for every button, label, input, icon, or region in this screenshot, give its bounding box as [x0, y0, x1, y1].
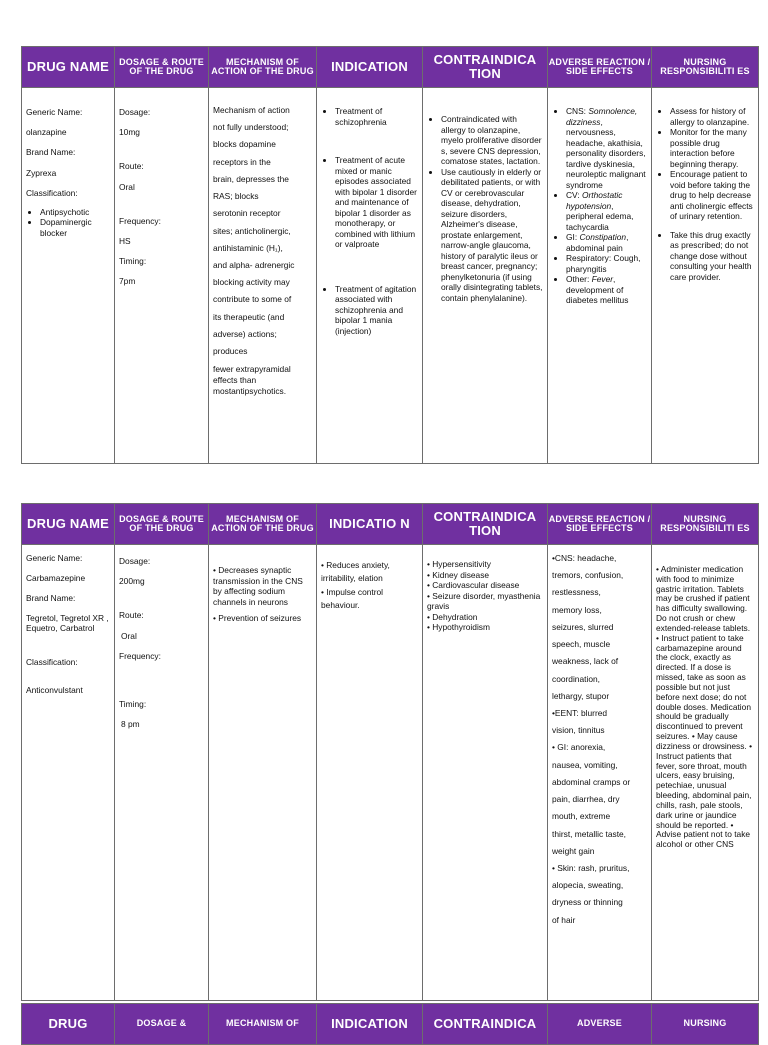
mechanism-line: adverse) actions;: [213, 328, 277, 339]
adverse-rest: Cough, pharyngitis: [566, 253, 641, 274]
generic-label: Generic Name:: [26, 107, 83, 117]
adverse-line: nausea, vomiting,: [552, 759, 618, 770]
adverse-heading: Respiratory:: [566, 253, 614, 263]
adverse-line: alopecia, sweating,: [552, 880, 624, 891]
classification-value: Anticonvulstant: [26, 684, 83, 695]
adverse-line: pain, diarrhea, dry: [552, 794, 620, 805]
adverse-italic: Somnolence, dizziness: [566, 106, 638, 127]
adverse-line: lethargy, stupor: [552, 690, 610, 701]
dosage-value: 10mg: [119, 127, 140, 138]
adverse-line: •EENT: blurred: [552, 707, 608, 718]
adverse-line: tremors, confusion,: [552, 570, 624, 581]
frequency-label: Frequency:: [119, 215, 161, 226]
timing-label: Timing:: [119, 256, 147, 267]
adverse-line: coordination,: [552, 673, 600, 684]
contraindication-list: [427, 114, 543, 303]
adverse-line: mouth, extreme: [552, 811, 611, 822]
mechanism-line: blocks dopamine: [213, 139, 276, 150]
adverse-line: • GI: anorexia,: [552, 742, 606, 753]
generic-name: Carbamazepine: [26, 573, 86, 584]
table-row: [22, 88, 759, 464]
adverse-heading: CV:: [566, 190, 582, 200]
generic-name: olanzapine: [26, 127, 67, 138]
brand-name: Tegretol, Tegretol XR , Equetro, Carbatrol: [26, 612, 109, 634]
mechanism-line: its therapeutic (and: [213, 311, 285, 322]
adverse-item: [566, 232, 647, 253]
adverse-heading: Other:: [566, 274, 592, 284]
brand-label: Brand Name:: [26, 593, 76, 604]
table-header-row: [22, 47, 759, 88]
header-drug-name: DRUG NAME: [22, 504, 115, 545]
brand-label: Brand Name:: [26, 147, 76, 158]
adverse-line: vision, tinnitus: [552, 725, 605, 736]
adverse-line: speech, muscle: [552, 639, 611, 650]
dosage-label: Dosage:: [119, 107, 151, 117]
adverse-line: of hair: [552, 914, 576, 925]
mechanism-line: contribute to some of: [213, 294, 292, 305]
dosage-cell: [115, 88, 209, 464]
adverse-line: •CNS: headache,: [552, 553, 617, 563]
adverse-rest: , peripheral edema, tachycardia: [566, 200, 634, 232]
timing-label: Timing:: [119, 698, 147, 709]
adverse-line: thirst, metallic taste,: [552, 828, 627, 839]
generic-label: Generic Name:: [26, 553, 83, 563]
list-item: • Treatment of agitation associated with schizophrenia and bipolar 1 mania (injection): [335, 284, 418, 337]
header-dosage: DOSAGE & ROUTE OF THE DRUG: [115, 47, 209, 88]
nursing-cell: [652, 88, 759, 464]
mechanism-line: brain, depresses the: [213, 173, 289, 184]
adverse-line: memory loss,: [552, 604, 602, 615]
header-mechanism: MECHANISM OF: [209, 1004, 317, 1045]
contraindication-item: • Hypersensitivity: [427, 559, 491, 569]
dosage-value: 200mg: [119, 576, 145, 587]
header-dosage: DOSAGE &: [115, 1004, 209, 1045]
contraindication-item: • Hypothyroidism: [427, 622, 490, 632]
dosage-label: Dosage:: [119, 556, 151, 566]
nursing-list: [656, 106, 754, 282]
table-header-row: [22, 504, 759, 545]
header-indication: INDICATIO N: [317, 504, 423, 545]
table-header-row: [22, 1004, 759, 1045]
adverse-item: [566, 106, 647, 190]
drug-name-cell: [22, 88, 115, 464]
header-nursing: NURSING RESPONSIBILITI ES: [652, 504, 759, 545]
mechanism-cell: [209, 88, 317, 464]
mechanism-item: • Prevention of seizures: [213, 613, 302, 623]
drug-table-carbamazepine: [21, 503, 759, 1001]
mechanism-line: antihistaminic (H₁),: [213, 242, 283, 253]
contraindication-cell: [423, 88, 548, 464]
indication-item: • Reduces anxiety, irritability, elation: [321, 560, 390, 584]
mechanism-line: blocking activity may: [213, 277, 290, 288]
list-item: • Encourage patient to void before taking the drug to help decrease anti cholinergic effects of urinary retention.: [670, 169, 754, 222]
mechanism-tail: fewer extrapyramidal effects than mostantipsychotics.: [213, 364, 291, 397]
adverse-line: seizures, slurred: [552, 621, 614, 632]
mechanism-line: not fully understood;: [213, 122, 289, 133]
list-item: • Monitor for the many possible drug interaction before beginning therapy.: [670, 127, 754, 169]
adverse-line: weakness, lack of: [552, 656, 619, 667]
header-mechanism: MECHANISM OF ACTION OF THE DRUG: [209, 47, 317, 88]
adverse-line: dryness or thinning: [552, 897, 623, 908]
mechanism-line: sites; anticholinergic,: [213, 225, 291, 236]
mechanism-line: receptors in the: [213, 156, 271, 167]
adverse-item: [566, 253, 647, 274]
header-dosage: DOSAGE & ROUTE OF THE DRUG: [115, 504, 209, 545]
route-value: Oral: [121, 630, 137, 641]
contraindication-item: • Dehydration: [427, 611, 478, 622]
adverse-line: restlessness,: [552, 587, 601, 598]
list-item: • Treatment of schizophrenia: [335, 106, 418, 127]
contraindication-item: • Cardiovascular disease: [427, 580, 520, 590]
adverse-italic: Constipation: [579, 232, 627, 242]
header-contraindication: CONTRAINDICA: [423, 1004, 548, 1045]
adverse-italic: Orthostatic hypotension: [566, 190, 623, 211]
classification-label: Classification:: [26, 187, 78, 198]
adverse-rest: , abdominal pain: [566, 232, 629, 253]
list-item: • Dopaminergic blocker: [40, 217, 110, 238]
list-item: • Antipsychotic: [40, 207, 110, 218]
frequency-value: HS: [119, 235, 131, 246]
header-indication: INDICATION: [317, 1004, 423, 1045]
adverse-heading: CNS:: [566, 106, 589, 116]
indication-list: [321, 106, 418, 336]
header-nursing: NURSING RESPONSIBILITI ES: [652, 47, 759, 88]
indication-cell: [317, 545, 423, 1001]
adverse-line: abdominal cramps or: [552, 776, 631, 787]
mechanism-line: and alpha- adrenergic: [213, 259, 295, 270]
route-label: Route:: [119, 161, 144, 172]
mechanism-cell: [209, 545, 317, 1001]
frequency-label: Frequency:: [119, 650, 161, 661]
contraindication-item: • Kidney disease: [427, 569, 490, 580]
mechanism-item: • Decreases synaptic transmission in the CNS by affecting sodium channels in neurons: [213, 565, 303, 607]
classification-label: Classification:: [26, 656, 78, 667]
classification-list: [26, 207, 110, 239]
nursing-text: • Administer medication with food to minimize gastric irritation. Tablets may be crushed if patient has difficulty swallowing. Do not crush or chew extended-release tablets. • Instruct patient to take carbamazepine around the clock, exactly as directed. If a dose is missed, take as soon as possible but not just before next dose; do not double doses. Medication should be gradually discontinued to prevent seizures. • May cause dizziness or drowsiness. • Instruct patients that fever, sore throat, mouth ulcers, easy bruising, petechiae, unusual bleeding, abdominal pain, chills, rash, pale stools, dark urine or jaundice should be reported. • Advise patient not to take alcohol or other CNS: [656, 564, 753, 850]
mechanism-line: RAS; blocks: [213, 191, 259, 202]
header-drug-name: DRUG: [22, 1004, 115, 1045]
list-item: • Contraindicated with allergy to olanzapine, myelo proliferative disorder s, severe CNS depression, comatose states, lactation.: [441, 114, 543, 167]
header-indication: INDICATION: [317, 47, 423, 88]
contraindication-cell: [423, 545, 548, 1001]
timing-value: 8 pm: [121, 719, 140, 730]
indication-item: • Impulse control behaviour.: [321, 586, 384, 611]
header-drug-name: DRUG NAME: [22, 47, 115, 88]
adverse-line: • Skin: rash, pruritus,: [552, 862, 630, 873]
adverse-heading: GI:: [566, 232, 580, 242]
adverse-list: [552, 106, 647, 306]
route-value: Oral: [119, 181, 135, 192]
list-item: • Take this drug exactly as prescribed; do not change dose without consulting your health care provider.: [670, 230, 754, 283]
header-adverse: ADVERSE REACTION / SIDE EFFECTS: [548, 47, 652, 88]
list-item: • Use cautiously in elderly or debilitated patients, or with CV or cerebrovascular disease, dehydration, seizure disorders, Alzheimer's disease, prostate enlargement, narrow-angle glaucoma, history of paralytic ileus or breast cancer, pregnancy; phenylketonuria (if using orally disintegrating tablets, contain phenylalanine).: [441, 167, 543, 304]
contraindication-item: • Seizure disorder, myasthenia gravis: [427, 590, 541, 611]
dosage-cell: [115, 545, 209, 1001]
header-adverse: ADVERSE REACTION / SIDE EFFECTS: [548, 504, 652, 545]
mechanism-line: produces: [213, 346, 248, 357]
drug-table-next: [21, 1003, 759, 1045]
route-label: Route:: [119, 610, 144, 621]
list-item: • Treatment of acute mixed or manic episodes associated with bipolar 1 disorder and maintenance of bipolar 1 disorder as monotherapy, or combined with lithium or valproate: [335, 155, 418, 250]
adverse-cell: [548, 88, 652, 464]
header-contraindication: CONTRAINDICA TION: [423, 47, 548, 88]
header-adverse: ADVERSE: [548, 1004, 652, 1045]
adverse-rest: , development of diabetes mellitus: [566, 274, 629, 305]
indication-cell: [317, 88, 423, 464]
timing-value: 7pm: [119, 276, 136, 287]
list-item: • Assess for history of allergy to olanzapine.: [670, 106, 754, 127]
mechanism-line: Mechanism of action: [213, 105, 290, 115]
brand-name: Zyprexa: [26, 167, 57, 178]
nursing-cell: [652, 545, 759, 1001]
adverse-rest: , nervousness, headache, akathisia, personality disorders, tardive dyskinesia, neuroleptic malignant syndrome: [566, 116, 646, 190]
table-row: [22, 545, 759, 1001]
adverse-item: [566, 274, 647, 306]
adverse-cell: [548, 545, 652, 1001]
header-mechanism: MECHANISM OF ACTION OF THE DRUG: [209, 504, 317, 545]
drug-name-cell: [22, 545, 115, 1001]
adverse-line: weight gain: [552, 845, 595, 856]
adverse-lines: [548, 545, 651, 933]
adverse-item: [566, 190, 647, 232]
mechanism-line: serotonin receptor: [213, 208, 281, 219]
header-contraindication: CONTRAINDICA TION: [423, 504, 548, 545]
adverse-italic: Fever: [591, 274, 614, 284]
drug-table-olanzapine: [21, 46, 759, 464]
header-nursing: NURSING: [652, 1004, 759, 1045]
